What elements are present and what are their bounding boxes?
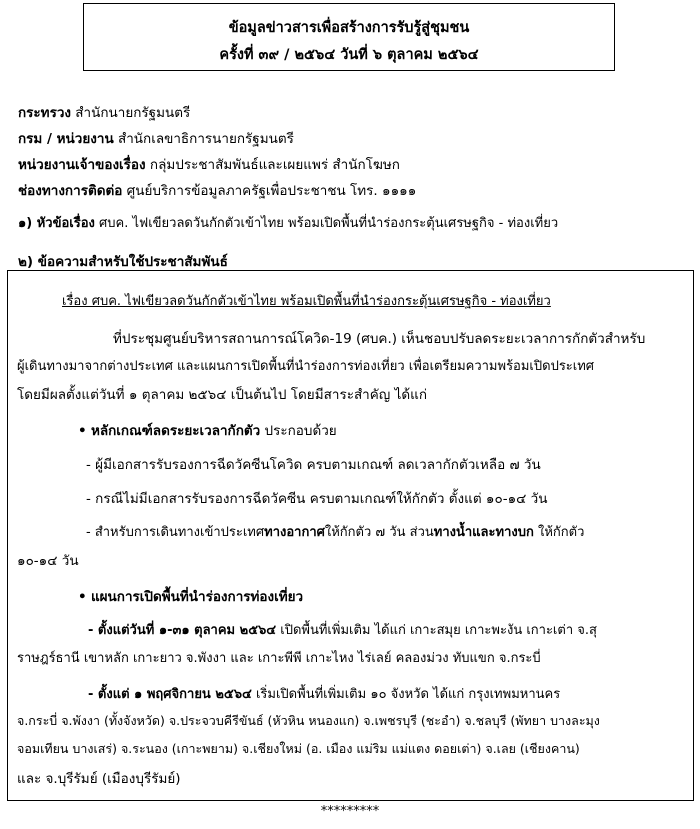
phase-2-text: เริ่มเปิดพื้นที่เพิ่มเติม ๑๐ จังหวัด ได้แก่ กรุงเทพมหานคร xyxy=(251,687,561,702)
tourism-phase-1 xyxy=(88,619,597,640)
tourism-phase-2-line-3: จอมเทียน บางเสร่) จ.ระนอง (เกาะพยาม) จ.เชียงใหม่ (อ. เมือง แม่ริม แม่แตง ดอยเต่า) จ.เลย (เชียงคาน) xyxy=(17,741,580,756)
issue-line: ครั้งที่ ๓๙ / ๒๕๖๔ วันที่ ๖ ตุลาคม ๒๕๖๔ xyxy=(219,47,479,63)
owner-label: หน่วยงานเจ้าของเรื่อง xyxy=(18,157,146,173)
quarantine-item-1: - ผู้มีเอกสารรับรองการฉีดวัคซีนโควิด ครบตามเกณฑ์ ลดเวลากักตัวเหลือ ๗ วัน xyxy=(86,457,541,473)
quarantine-item-3 xyxy=(86,521,584,542)
pr-message-box xyxy=(7,270,694,801)
department-label: กรม / หน่วยงาน xyxy=(18,131,114,147)
department-line xyxy=(18,127,294,149)
topic-value: ศบค. ไฟเขียวลดวันกักตัวเข้าไทย พร้อมเปิดพื้นที่นำร่องกระตุ้นเศรษฐกิจ - ท่องเที่ยว xyxy=(99,216,559,231)
tourism-phase-2 xyxy=(88,683,560,704)
item3-text-e: ให้กักตัว xyxy=(533,525,585,540)
bullet-icon: • xyxy=(78,589,87,605)
contact-label: ช่องทางการติดต่อ xyxy=(18,183,123,199)
pr-heading: ๒) ข้อความสำหรับใช้ประชาสัมพันธ์ xyxy=(18,254,228,270)
item3-text-c: ให้กักตัว ๗ วัน ส่วน xyxy=(324,525,434,540)
item3-text-a: - สำหรับการเดินทางเข้าประเทศ xyxy=(86,525,265,540)
topic-line xyxy=(18,212,558,233)
end-mark: ********* xyxy=(320,804,380,819)
department-value: สำนักเลขาธิการนายกรัฐมนตรี xyxy=(117,131,294,147)
intro-line-2: ผู้เดินทางมาจากต่างประเทศ และแผนการเปิดพื้นที่นำร่องการท่องเที่ยว เพื่อเตรียมความพร้อมเปิดประเทศ xyxy=(17,359,595,374)
owner-value: กลุ่มประชาสัมพันธ์และเผยแพร่ สำนักโฆษก xyxy=(149,157,400,173)
phase-1-text: เปิดพื้นที่เพิ่มเติม ได้แก่ เกาะสมุย เกาะพะงัน เกาะเต่า จ.สุ xyxy=(276,623,597,638)
phase-1-date: - ตั้งแต่วันที่ ๑-๓๑ ตุลาคม ๒๕๖๔ xyxy=(88,623,277,638)
phase-2-date: - ตั้งแต่ ๑ พฤศจิกายน ๒๕๖๔ xyxy=(88,687,252,702)
section-quarantine xyxy=(78,419,337,441)
document-title: ข้อมูลข่าวสารเพื่อสร้างการรับรู้สู่ชุมชน xyxy=(228,20,470,36)
intro-line-1: ที่ประชุมศูนย์บริหารสถานการณ์โควิด-19 (ศบค.) เห็นชอบปรับลดระยะเวลาการกักตัวสำหรับ xyxy=(113,331,646,347)
contact-value: ศูนย์บริการข้อมูลภาครัฐเพื่อประชาชน โทร. ๑๑๑๑ xyxy=(126,183,417,199)
bullet-icon: • xyxy=(78,423,87,439)
contact-line xyxy=(18,179,416,201)
topic-label: ๑) หัวข้อเรื่อง xyxy=(18,216,95,231)
tourism-phase-2-line-4: และ จ.บุรีรัมย์ (เมืองบุรีรัมย์) xyxy=(17,771,181,787)
section-quarantine-heading: หลักเกณฑ์ลดระยะเวลากักตัว xyxy=(90,423,261,439)
section-tourism-heading: แผนการเปิดพื้นที่นำร่องการท่องเที่ยว xyxy=(90,589,304,605)
ministry-line xyxy=(18,101,190,123)
message-title: เรื่อง ศบค. ไฟเขียวลดวันกักตัวเข้าไทย พร้อมเปิดพื้นที่นำร่องกระตุ้นเศรษฐกิจ - ท่องเที่ยว xyxy=(62,294,551,309)
ministry-label: กระทรวง xyxy=(18,105,71,121)
owner-line xyxy=(18,153,400,175)
section-tourism xyxy=(78,585,303,607)
tourism-phase-2-line-2: จ.กระบี่ จ.พังงา (ทั้งจังหวัด) จ.ประจวบคีรีขันธ์ (หัวหิน หนองแก) จ.เพชรบุรี (ชะอำ) จ.ชลบุรี (พัทยา บางละมุง xyxy=(17,713,600,728)
intro-line-3: โดยมีผลตั้งแต่วันที่ ๑ ตุลาคม ๒๕๖๔ เป็นต้นไป โดยมีสาระสำคัญ ได้แก่ xyxy=(17,387,428,403)
header-box xyxy=(83,3,615,71)
item3-water-land: ทางน้ำและทางบก xyxy=(433,525,534,540)
quarantine-item-2: - กรณีไม่มีเอกสารรับรองการฉีดวัคซีน ครบตามเกณฑ์ให้กักตัว ตั้งแต่ ๑๐-๑๔ วัน xyxy=(86,491,548,507)
section-quarantine-suffix: ประกอบด้วย xyxy=(260,423,337,439)
item3-air: ทางอากาศ xyxy=(264,525,325,540)
ministry-value: สำนักนายกรัฐมนตรี xyxy=(75,105,191,121)
quarantine-item-3-cont: ๑๐-๑๔ วัน xyxy=(17,553,79,569)
tourism-phase-1-cont: ราษฎร์ธานี เขาหลัก เกาะยาว จ.พังงา และ เกาะพีพี เกาะไหง ไร่เลย์ คลองม่วง ทับแขก จ.กระบี่ xyxy=(17,651,541,666)
